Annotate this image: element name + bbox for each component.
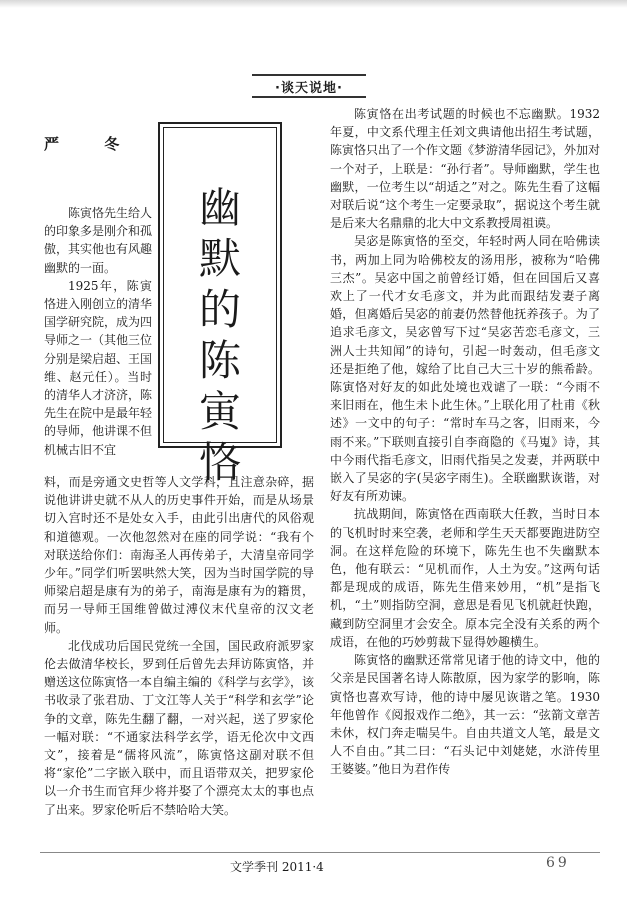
top-shade — [0, 0, 627, 8]
footer-rule — [40, 852, 600, 853]
left-wide-column — [44, 473, 314, 833]
article-title — [160, 182, 280, 488]
title-char: 默 — [198, 234, 241, 283]
paragraph: 1925年，陈寅恪进入刚创立的清华国学研究院，成为四导师之一（其他三位分别是梁启超、王国维、赵元任）。当时的清华人才济济，陈先生在院中是最年轻的导师，他讲课不但机械古旧不宜 — [44, 278, 152, 457]
title-char: 幽 — [198, 183, 241, 232]
title-box — [158, 122, 282, 487]
title-char: 恪 — [198, 438, 241, 487]
paragraph: 抗战期间，陈寅恪在西南联大任教，当时日本的飞机时时来空袭，老师和学生天天都要跑进防空洞。在这样危险的环境下，陈先生也不失幽默本色，他有联云：“见机而作，人土为安。”这两句话都是现成的成语，陈先生借来妙用，“机”是指飞机，“土”则指防空洞，意思是看见飞机就赶快跑，藏到防空洞里才会安全。原本完全没有关系的两个成语，在他的巧妙剪裁下显得妙趣横生。 — [330, 507, 600, 649]
right-column — [330, 105, 600, 845]
column-banner: ·谈天说地· — [252, 74, 366, 98]
author-name: 严 冬 — [44, 135, 140, 153]
journal-footer: 文学季刊 2011·4 — [230, 860, 324, 874]
page-number: 69 — [546, 855, 570, 871]
paragraph: 陈寅恪先生给人的印象多是刚介和孤傲，其实他也有风趣幽默的一面。 — [44, 206, 152, 275]
left-narrow-column — [44, 204, 152, 474]
paragraph: 北伐成功后国民党统一全国，国民政府派罗家伦去做清华校长，罗到任后曾先去拜访陈寅恪，并赠送这位陈寅恪一本自编主编的《科学与玄学》，该书收录了张君劢、丁文江等人关于“科学和玄学”论争的文章，陈先生翻了翻，一对兴起，送了罗家伦一幅对联：“不通家法科学玄学，语无伦次中文西文”，接着是“儒将风流”，陈寅恪这副对联不但将“家伦”二字嵌入联中，而且语带双关，把罗家伦以一介书生而官拜少将并娶了个漂亮太太的事也点了出来。罗家伦听后不禁哈哈大笑。 — [44, 638, 314, 817]
paragraph: 陈寅恪的幽默还常常见诸于他的诗文中，他的父亲是民国著名诗人陈散原，因为家学的影响，陈寅恪也喜欢写诗，他的诗中屡见诙谐之笔。1930年他曾作《阅报戏作二绝》，其一云：“弦箭文章苦未休，权门奔走喘吴牛。自由共道文人笔，最是文人不自由。”其二曰：“石头记中刘姥姥，水浒传里王婆婆。”他日为君作传 — [330, 653, 600, 777]
title-char: 陈 — [198, 336, 241, 385]
paragraph: 吴宓是陈寅恪的至交，年轻时两人同在哈佛读书，两加上同为哈佛校友的汤用彤，被称为“哈佛三杰”。吴宓中国之前曾经订婚，但在回国后又喜欢上了一代才女毛彦文，并为此而跟结发妻子离婚，但离婚后吴宓的前妻仍然替他抚养孩子。为了追求毛彦文，吴宓曾写下过“吴宓苦恋毛彦文，三洲人士共知闻”的诗句，引起一时轰动，但毛彦文还是拒绝了他，嫁给了比自己大三十岁的熊希龄。陈寅恪对好友的如此处境也戏谑了一联：“今雨不来旧雨在，他生未卜此生休。”上联化用了杜甫《秋述》一文中的句子：“常时车马之客，旧雨来，今雨不来。”下联则直接引自李商隐的《马嵬》诗，其中今雨代指毛彦文，旧雨代指吴之发妻，并两联中嵌入了吴宓的字(吴宓字雨生)。全联幽默诙谐，对好友有所劝谏。 — [330, 234, 600, 504]
paragraph-continued: 料，而是旁通文史哲等人文学科，且注意杂碎，据说他讲讲史就不从人的历史事件开始，而是从场景切入宫时还不是处女入手，由此引出唐代的风俗观和道德观。一次他忽然对在座的同学说：“我有个对联送给你们：南海圣人再传弟子，大清皇帝同学少年。”同学们听罢哄然大笑，因为当时国学院的导师梁启超是康有为的弟子，南海是康有为的籍贯，而另一导师王国维曾做过溥仪末代皇帝的汉文老师。 — [44, 475, 314, 635]
paragraph: 陈寅恪在出考试题的时候也不忘幽默。1932年夏，中文系代理主任刘文典请他出招生考试题，陈寅恪只出了一个作文题《梦游清华园记》，外加对一个对子，上联是：“孙行者”。导师幽默，学生也幽默，一位考生以“胡适之”对之。陈先生看了这幅对联后说“这个考生一定要录取”，据说这个考生就是后来大名鼎鼎的北大中文系教授周祖谟。 — [330, 107, 600, 231]
title-char: 的 — [198, 285, 241, 334]
title-char: 寅 — [198, 387, 241, 436]
